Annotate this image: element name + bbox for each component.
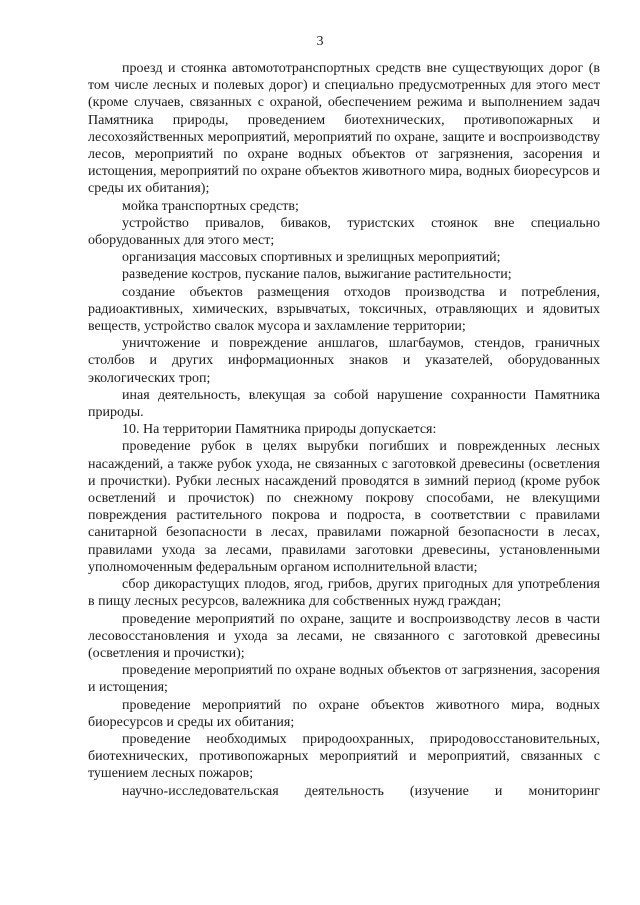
page-number: 3 <box>316 34 324 49</box>
paragraph: иная деятельность, влекущая за собой нарушение сохранности Памятника природы. <box>88 387 600 421</box>
section-heading: 10. На территории Памятника природы допускается: <box>122 422 437 438</box>
paragraph: мойка транспортных средств; <box>122 198 299 214</box>
paragraph: организация массовых спортивных и зрелищных мероприятий; <box>122 250 501 266</box>
paragraph: научно-исследовательская деятельность (изучение и мониторинг <box>122 783 600 799</box>
paragraph: сбор дикорастущих плодов, ягод, грибов, других пригодных для употребления в пищу лесных ресурсов, валежника для собственных нужд граждан; <box>88 577 600 610</box>
paragraph: проведение мероприятий по охране объектов животного мира, водных биоресурсов и среды их обитания; <box>88 697 600 730</box>
document-body <box>88 60 600 800</box>
paragraph: проведение мероприятий по охране водных объектов от загрязнения, засорения и истощения; <box>88 663 600 696</box>
paragraph: проведение необходимых природоохранных, природовосстановительных, биотехнических, противопожарных мероприятий и мероприятий, связанных с тушением лесных пожаров; <box>88 731 600 782</box>
paragraph: проведение мероприятий по охране, защите и воспроизводству лесов в части лесовосстановления и ухода за лесами, не связанного с заготовкой древесины (осветления и прочистки); <box>88 611 600 661</box>
paragraph: создание объектов размещения отходов производства и потребления, радиоактивных, химических, взрывчатых, токсичных, отравляющих и ядовитых веществ, устройство свалок мусора и захламление территории; <box>88 284 600 335</box>
paragraph: проезд и стоянка автомототранспортных средств вне существующих дорог (в том числе лесных и полевых дорог) и специально предусмотренных для этого мест (кроме случаев, связанных с охраной, обеспечением режима и выполнением задач Памятника природы, проведением биотехнических, противопожарных и лесохозяйственных мероприятий, мероприятий по охране, защите и воспроизводству лесов, мероприятий по охране водных объектов от загрязнения, засорения и истощения, мероприятий по охране объектов животного мира, водных биоресурсов и среды их обитания); <box>88 61 600 197</box>
paragraph: проведение рубок в целях вырубки погибших и поврежденных лесных насаждений, а также рубок ухода, не связанных с заготовкой древесины (осветления и прочистки). Рубки лесных насаждений проводятся в зимний период (кроме рубок осветлений и прочисток) по снежному покрову способами, не влекущими повреждения растительного покрова и подроста, в соответствии с правилами санитарной безопасности в лесах, правилами пожарной безопасности в лесах, правилами ухода за лесами, правилами заготовки древесины, установленными уполномоченным федеральным органом исполнительной власти; <box>88 439 600 575</box>
paragraph: уничтожение и повреждение аншлагов, шлагбаумов, стендов, граничных столбов и других информационных знаков и указателей, оборудованных экологических троп; <box>88 336 600 386</box>
paragraph: устройство привалов, биваков, туристских стоянок вне специально оборудованных для этого мест; <box>88 215 600 249</box>
paragraph: разведение костров, пускание палов, выжигание растительности; <box>122 267 512 283</box>
